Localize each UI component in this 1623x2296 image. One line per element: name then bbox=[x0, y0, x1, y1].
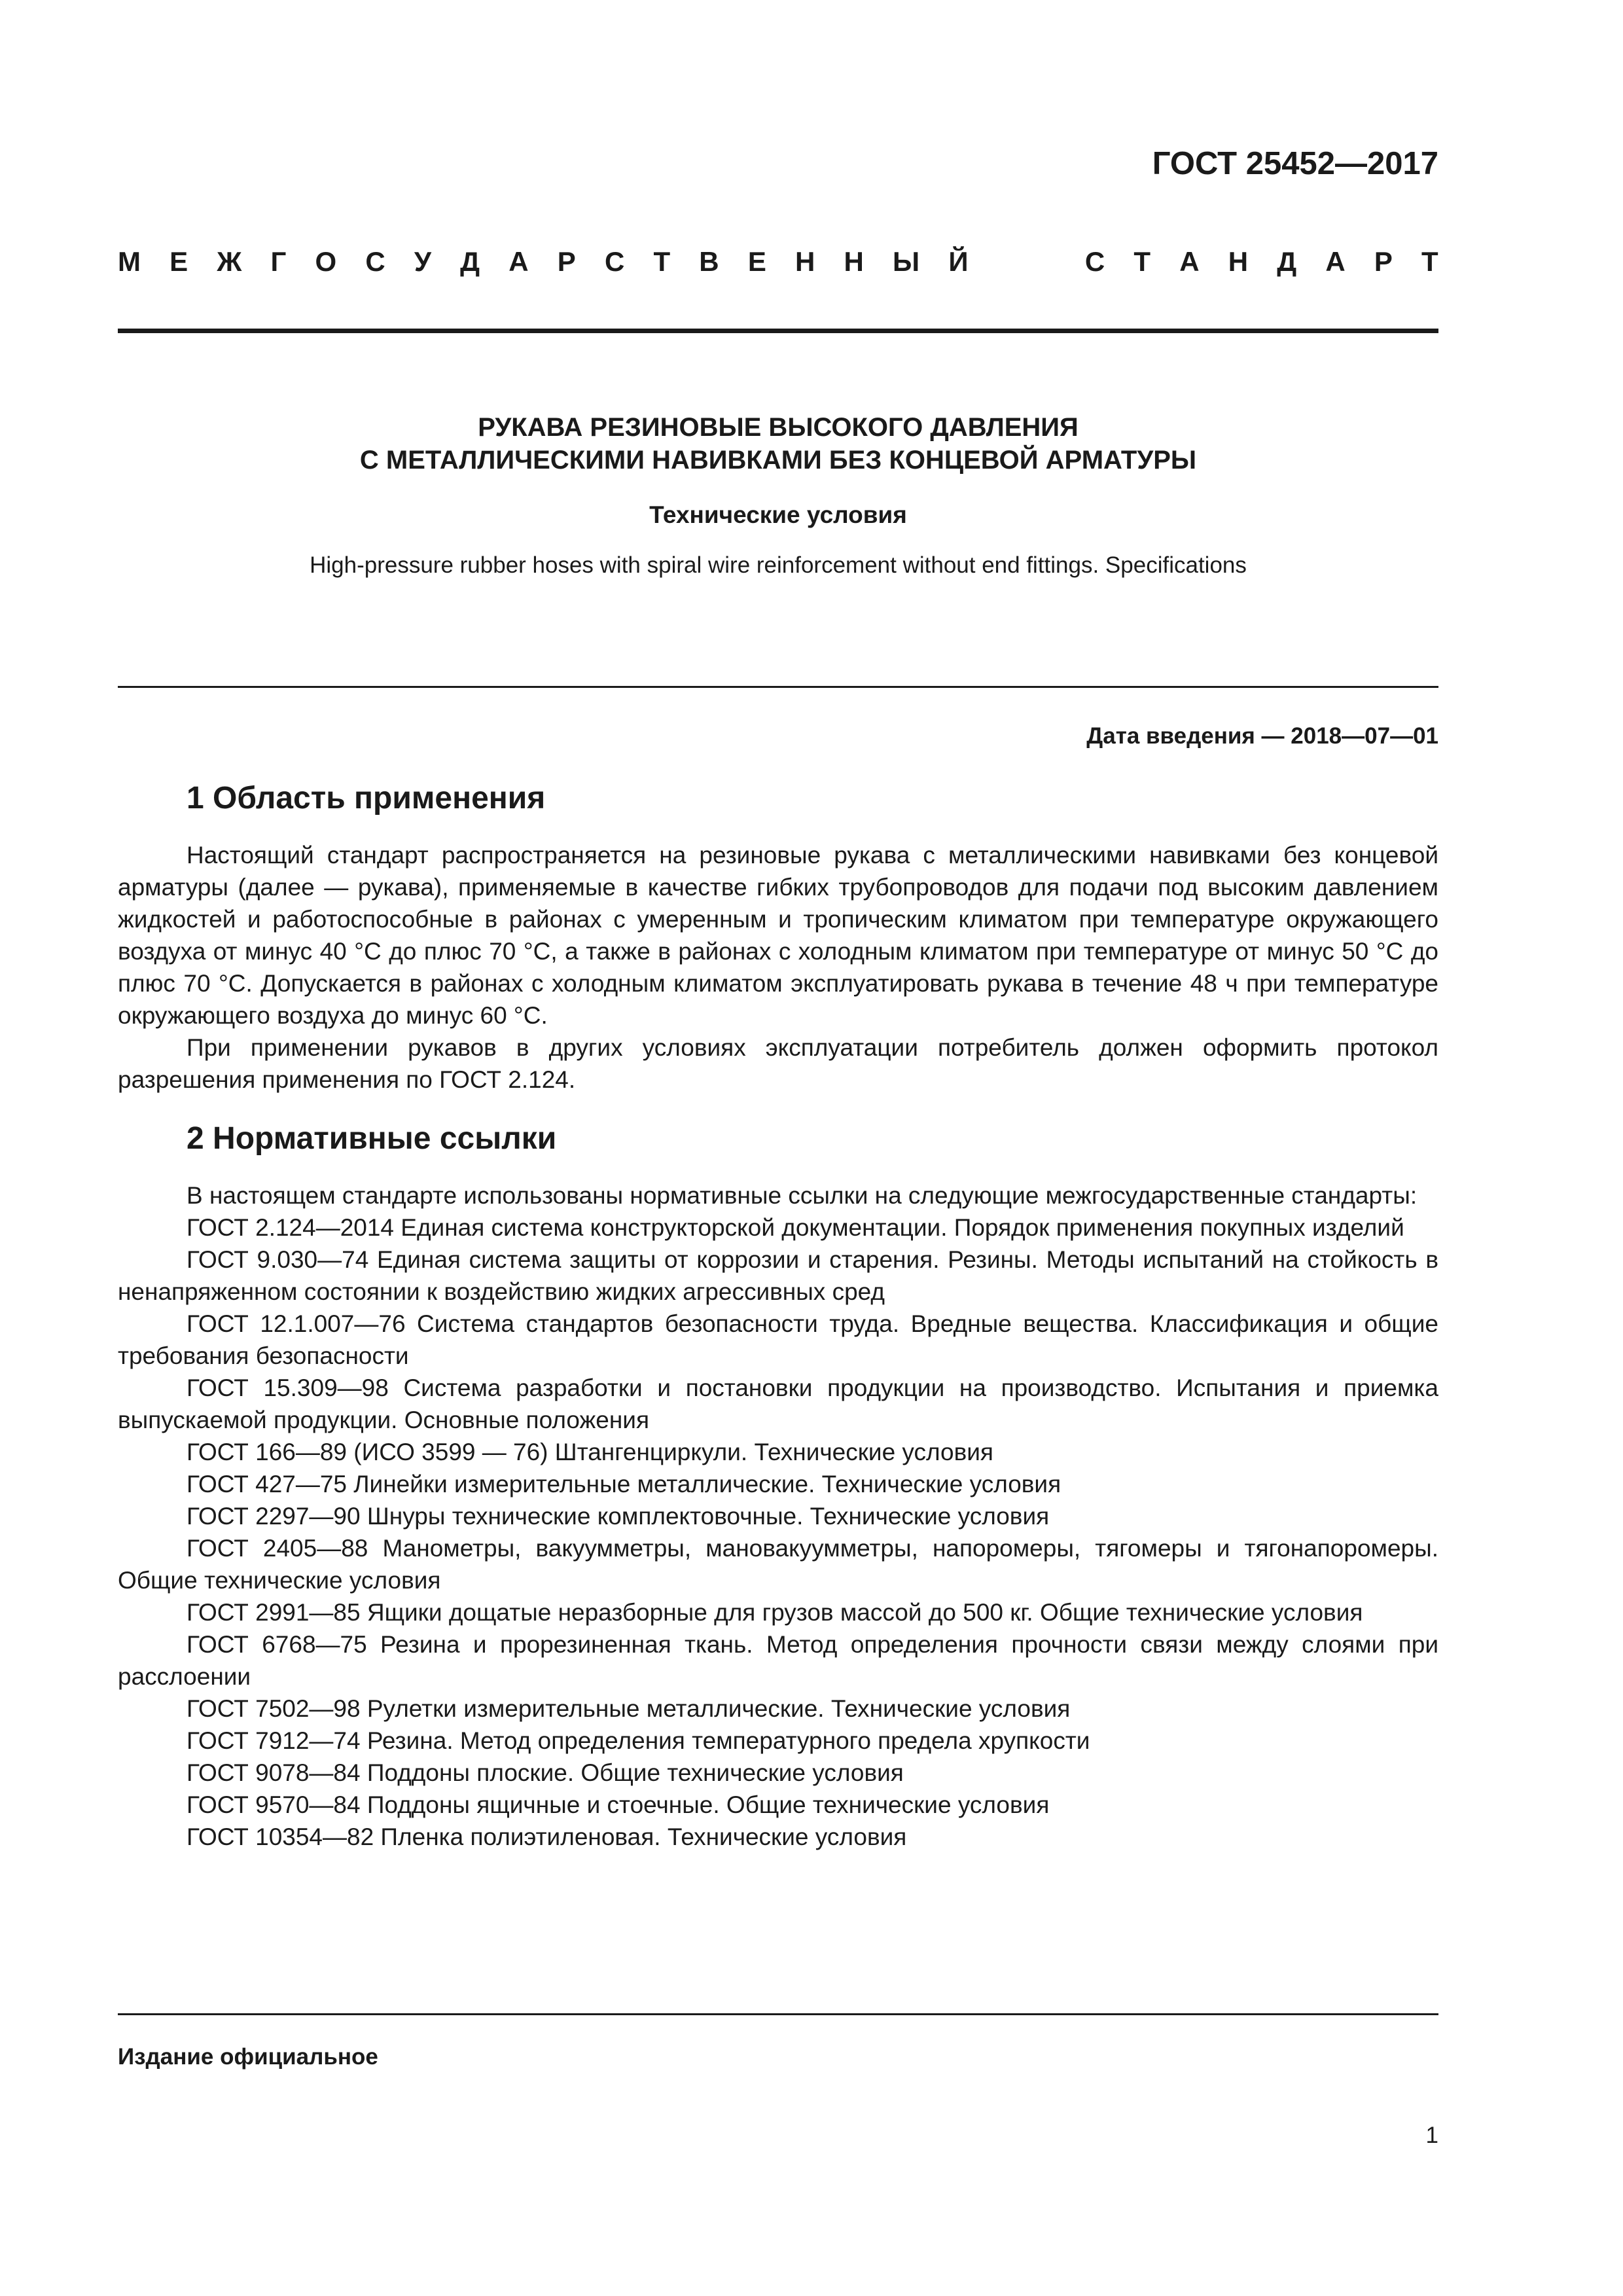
document-title-line-2: С МЕТАЛЛИЧЕСКИМИ НАВИВКАМИ БЕЗ КОНЦЕВОЙ АРМАТУРЫ bbox=[359, 446, 1197, 475]
heading-letter: А bbox=[508, 246, 529, 277]
document-body bbox=[118, 779, 1438, 1853]
reference-item: ГОСТ 7912—74 Резина. Метод определения температурного предела хрупкости bbox=[187, 1727, 1090, 1754]
section-1-title: 1 Область применения bbox=[187, 781, 546, 816]
reference-item: ГОСТ 2297—90 Шнуры технические комплектовочные. Технические условия bbox=[187, 1503, 1050, 1530]
reference-item: ГОСТ 12.1.007—76 Система стандартов безопасности труда. Вредные вещества. Классификация и общие требования безопасности bbox=[118, 1310, 1438, 1369]
heading-letter: Е bbox=[747, 246, 766, 277]
page-number: 1 bbox=[1425, 2123, 1438, 2148]
section-1-paragraph: При применении рукавов в других условиях эксплуатации потребитель должен оформить протокол разрешения применения по ГОСТ 2.124. bbox=[118, 1034, 1438, 1093]
header-divider bbox=[118, 329, 1438, 333]
footer-divider bbox=[118, 2013, 1438, 2015]
introduction-date: Дата введения — 2018—07—01 bbox=[1086, 723, 1438, 749]
reference-item: ГОСТ 9078—84 Поддоны плоские. Общие технические условия bbox=[187, 1759, 904, 1786]
reference-item: ГОСТ 6768—75 Резина и прорезиненная ткань. Метод определения прочности связи между слоями при расслоении bbox=[118, 1631, 1438, 1690]
reference-item: ГОСТ 166—89 (ИСО 3599 — 76) Штангенциркули. Технические условия bbox=[187, 1439, 993, 1465]
title-block bbox=[118, 411, 1438, 579]
reference-item: ГОСТ 15.309—98 Система разработки и постановки продукции на производство. Испытания и приемка выпускаемой продукции. Основные положения bbox=[118, 1374, 1438, 1433]
heading-letter: А bbox=[1325, 246, 1346, 277]
reference-item: ГОСТ 10354—82 Пленка полиэтиленовая. Технические условия bbox=[187, 1823, 907, 1850]
reference-item: ГОСТ 9.030—74 Единая система защиты от коррозии и старения. Резины. Методы испытаний на стойкость в ненапряженном состоянии к воздействию жидких агрессивных сред bbox=[118, 1246, 1438, 1305]
reference-item: ГОСТ 2405—88 Манометры, вакуумметры, мановакуумметры, напоромеры, тягомеры и тягонапоромеры. Общие технические условия bbox=[118, 1535, 1438, 1594]
heading-letter: Ж bbox=[217, 246, 242, 277]
normative-references-list bbox=[118, 1211, 1438, 1853]
document-subtitle: Технические условия bbox=[649, 501, 907, 528]
section-1-paragraph: Настоящий стандарт распространяется на резиновые рукава с металлическими навивками без концевой арматуры (далее — рукава), применяемые в качестве гибких трубопроводов для подачи под высоким давлением жидкостей и работоспособные в районах с умеренным и тропическим климатом при температуре окружающего воздуха от минус 40 °С до плюс 70 °С, а также в районах с холодным климатом при температуре от минус 50 °С до плюс 70 °С. Допускается в районах с холодным климатом эксплуатировать рукава в течение 48 ч при температуре окружающего воздуха до минус 60 °С. bbox=[118, 842, 1438, 1029]
english-title: High-pressure rubber hoses with spiral wire reinforcement without end fittings. Specifications bbox=[310, 552, 1247, 578]
section-2-intro: В настоящем стандарте использованы нормативные ссылки на следующие межгосударственные стандарты: bbox=[187, 1182, 1418, 1209]
interstate-standard-heading bbox=[118, 246, 1438, 278]
heading-letter: Н bbox=[844, 246, 864, 277]
standard-number: ГОСТ 25452—2017 bbox=[1152, 146, 1438, 181]
heading-letter: О bbox=[315, 246, 337, 277]
heading-letter: М bbox=[118, 246, 141, 277]
heading-letter: В bbox=[699, 246, 719, 277]
heading-letter: С bbox=[604, 246, 625, 277]
reference-item: ГОСТ 9570—84 Поддоны ящичные и стоечные. Общие технические условия bbox=[187, 1791, 1050, 1818]
reference-item: ГОСТ 2991—85 Ящики дощатые неразборные для грузов массой до 500 кг. Общие технические условия bbox=[187, 1599, 1363, 1626]
heading-letter: Д bbox=[1277, 246, 1297, 277]
heading-letter: С bbox=[365, 246, 385, 277]
heading-letter: Д bbox=[460, 246, 480, 277]
heading-letter: Й bbox=[948, 246, 969, 277]
reference-item: ГОСТ 427—75 Линейки измерительные металлические. Технические условия bbox=[187, 1471, 1061, 1498]
heading-letter: С bbox=[1084, 246, 1105, 277]
word-gap bbox=[997, 246, 1056, 278]
heading-letter: У bbox=[414, 246, 431, 277]
official-edition-label: Издание официальное bbox=[118, 2044, 378, 2070]
heading-letter: А bbox=[1179, 246, 1200, 277]
heading-letter: Т bbox=[1421, 246, 1438, 277]
title-divider bbox=[118, 686, 1438, 688]
heading-letter: Т bbox=[1133, 246, 1151, 277]
heading-letter: Ы bbox=[893, 246, 920, 277]
reference-item: ГОСТ 2.124—2014 Единая система конструкторской документации. Порядок применения покупных изделий bbox=[187, 1214, 1404, 1241]
heading-letter: Е bbox=[169, 246, 188, 277]
heading-letter: Н bbox=[795, 246, 815, 277]
section-2-title: 2 Нормативные ссылки bbox=[187, 1121, 557, 1156]
heading-letter: Г bbox=[270, 246, 287, 277]
heading-letter: Н bbox=[1228, 246, 1249, 277]
document-title-line-1: РУКАВА РЕЗИНОВЫЕ ВЫСОКОГО ДАВЛЕНИЯ bbox=[478, 413, 1079, 442]
reference-item: ГОСТ 7502—98 Рулетки измерительные металлические. Технические условия bbox=[187, 1695, 1071, 1722]
heading-letter: Р bbox=[557, 246, 576, 277]
heading-letter: Р bbox=[1374, 246, 1393, 277]
heading-letter: Т bbox=[653, 246, 671, 277]
